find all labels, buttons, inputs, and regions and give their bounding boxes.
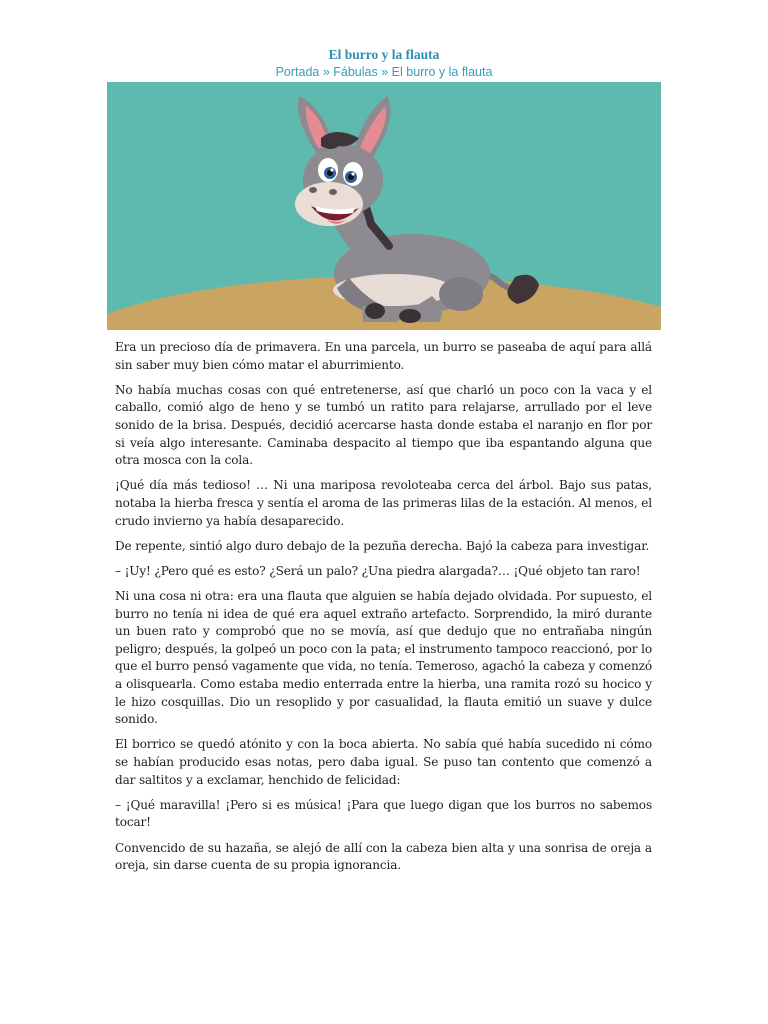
story-body [115,339,652,882]
breadcrumb-separator: » [377,65,392,79]
story-paragraph: De repente, sintió algo duro debajo de la pezuña derecha. Bajó la cabeza para investigar. [115,538,650,553]
article-title: El burro y la flauta [328,47,440,62]
story-paragraph: Ni una cosa ni otra: era una flauta que alguien se había dejado olvidada. Por supuesto, el burro no tenía ni idea de qué era aquel extraño artefacto. Sorprendido, la miró durante un buen rato y comprobó que no se movía, así que dedujo que no entrañaba ningún peligro; después, la golpeó un poco con la pata; el instrumento tampoco reaccionó, por lo que el burro pensó vagamente que vida, no tenía. Temeroso, agachó la cabeza y comenzó a olisquearla. Como estaba medio enterrada entre la hierba, una ramita rozó su hocico y le hizo cosquillas. Dio un resoplido y por casualidad, la flauta emitió un suave y dulce sonido. [115,589,652,727]
story-paragraph: Era un precioso día de primavera. En una parcela, un burro se paseaba de aquí para allá sin saber muy bien cómo matar el aburrimiento. [115,340,652,372]
story-paragraph: El borrico se quedó atónito y con la boca abierta. No sabía qué había sucedido ni cómo se habían producido esas notas, pero daba igual. Se puso tan contento que comenzó a dar saltitos y a exclamar, henchido de felicidad: [115,737,652,787]
story-paragraph: – ¡Qué maravilla! ¡Pero si es música! ¡Para que luego digan que los burros no sabemos tocar! [115,797,652,830]
donkey-illustration [107,82,661,330]
story-paragraph: Convencido de su hazaña, se alejó de allí con la cabeza bien alta y una sonrisa de oreja a oreja, sin darse cuenta de su propia ignorancia. [115,840,652,873]
story-paragraph: No había muchas cosas con qué entretenerse, así que charló un poco con la vaca y el caballo, comió algo de heno y se tumbó un ratito para relajarse, arrullado por el leve sonido de la brisa. Después, decidió acercarse hasta donde estaba el naranjo en flor por si veía algo interesante. Caminaba despacito al tiempo que iba espantando alguna que otra mosca con la cola. [115,382,652,468]
breadcrumb [0,65,768,79]
story-paragraph: ¡Qué día más tedioso! … Ni una mariposa revoloteaba cerca del árbol. Bajo sus patas, notaba la hierba fresca y sentía el aroma de las primeras lilas de la estación. Al menos, el crudo invierno ya había desaparecido. [115,478,652,528]
story-paragraph: – ¡Uy! ¿Pero qué es esto? ¿Será un palo? ¿Una piedra alargada?… ¡Qué objeto tan raro! [115,563,641,578]
breadcrumb-separator: » [319,65,334,79]
breadcrumb-section-link[interactable]: Fábulas [333,65,378,79]
breadcrumb-home-link[interactable]: Portada [275,65,320,79]
breadcrumb-current: El burro y la flauta [391,65,493,79]
